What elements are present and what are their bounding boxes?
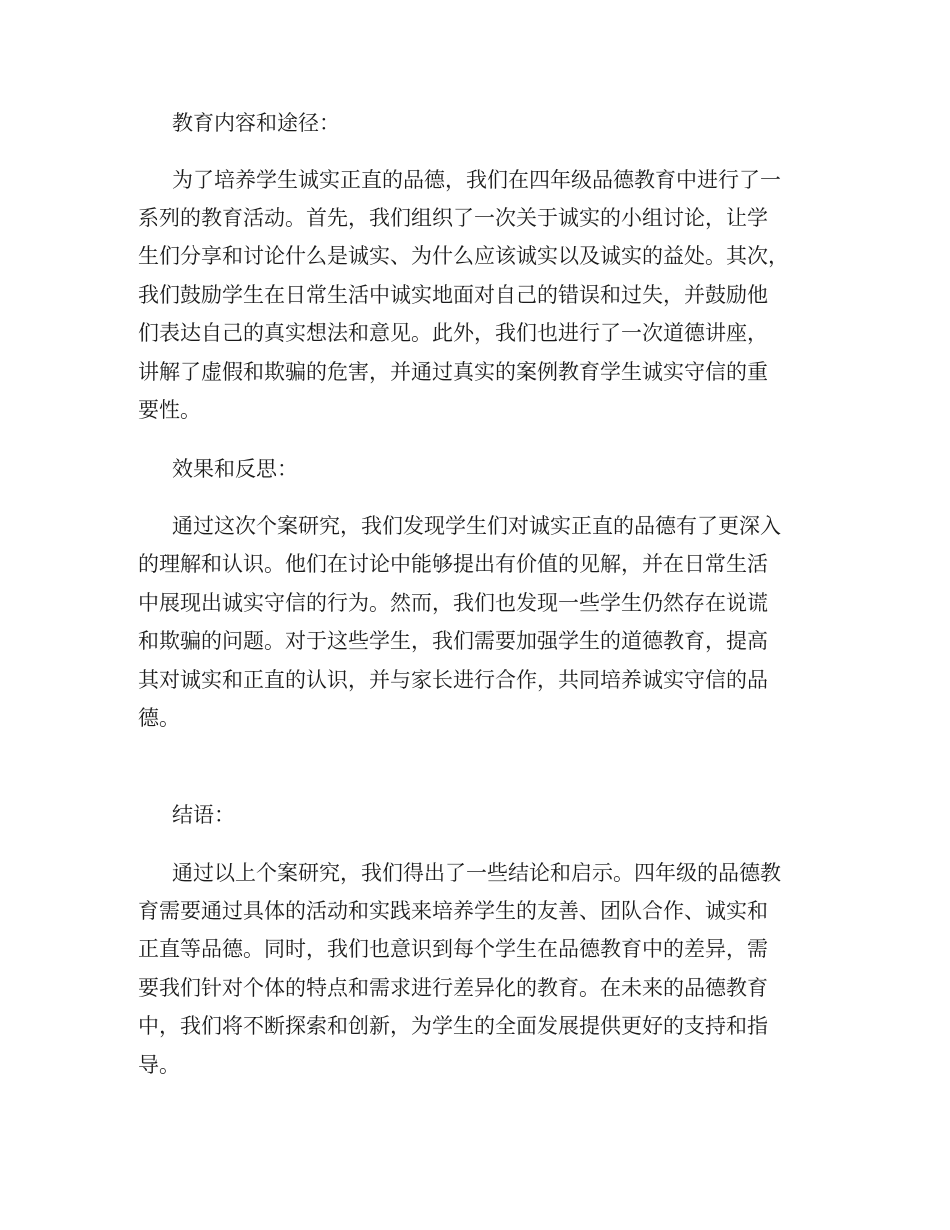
paragraph-line: 我们鼓励学生在日常生活中诚实地面对自己的错误和过失，并鼓励他 xyxy=(138,283,768,307)
paragraph-line: 系列的教育活动。首先，我们组织了一次关于诚实的小组讨论，让学 xyxy=(138,206,768,230)
paragraph-line: 其对诚实和正直的认识，并与家长进行合作，共同培养诚实守信的品 xyxy=(138,668,768,692)
paragraph-line: 德。 xyxy=(138,706,180,730)
paragraph-line: 通过以上个案研究，我们得出了一些结论和启示。四年级的品德教 xyxy=(172,861,781,885)
paragraph-line: 要我们针对个体的特点和需求进行差异化的教育。在未来的品德教育 xyxy=(138,976,768,1000)
section-heading-education-content: 教育内容和途径： xyxy=(172,111,340,135)
paragraph-line: 正直等品德。同时，我们也意识到每个学生在品德教育中的差异，需 xyxy=(138,937,768,961)
paragraph-line: 和欺骗的问题。对于这些学生，我们需要加强学生的道德教育，提高 xyxy=(138,629,768,653)
paragraph-line: 育需要通过具体的活动和实践来培养学生的友善、团队合作、诚实和 xyxy=(138,899,768,923)
paragraph-line: 导。 xyxy=(138,1053,180,1077)
paragraph-line: 的理解和认识。他们在讨论中能够提出有价值的见解，并在日常生活 xyxy=(138,552,768,576)
paragraph-line: 为了培养学生诚实正直的品德，我们在四年级品德教育中进行了一 xyxy=(172,168,781,192)
paragraph-line: 生们分享和讨论什么是诚实、为什么应该诚实以及诚实的益处。其次， xyxy=(138,244,789,268)
paragraph-line: 们表达自己的真实想法和意见。此外，我们也进行了一次道德讲座， xyxy=(138,321,768,345)
paragraph-line: 中，我们将不断探索和创新，为学生的全面发展提供更好的支持和指 xyxy=(138,1014,768,1038)
paragraph-line: 中展现出诚实守信的行为。然而，我们也发现一些学生仍然存在说谎 xyxy=(138,591,768,615)
section-heading-effect-reflection: 效果和反思： xyxy=(172,457,298,481)
section-heading-conclusion: 结语： xyxy=(172,803,235,827)
paragraph-line: 讲解了虚假和欺骗的危害，并通过真实的案例教育学生诚实守信的重 xyxy=(138,360,768,384)
paragraph-line: 要性。 xyxy=(138,398,201,422)
paragraph-line: 通过这次个案研究，我们发现学生们对诚实正直的品德有了更深入 xyxy=(172,514,781,538)
